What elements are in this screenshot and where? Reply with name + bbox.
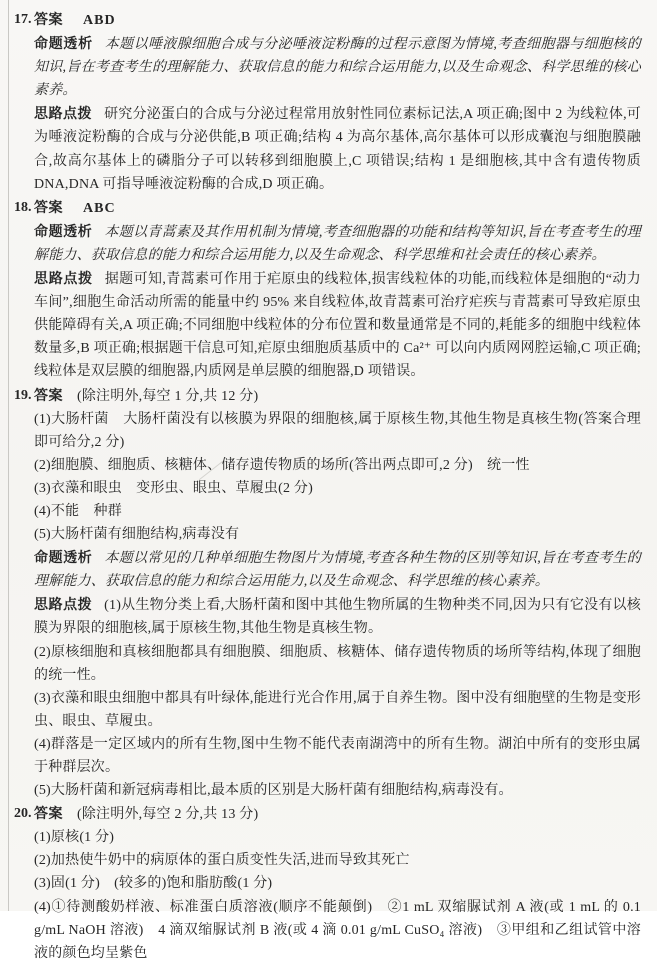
silu-label: 思路点拨: [34, 270, 93, 287]
sub-answer-line: (1)大肠杆菌 大肠杆菌没有以核膜为界限的细胞核,属于原核生物,其他生物是真核生物(答案合理即可给分,2 分): [34, 411, 641, 450]
answer-line: [14, 8, 641, 32]
answer-note: (除注明外,每空 2 分,共 13 分): [77, 807, 259, 823]
answer-label: 答案: [34, 11, 63, 27]
page-edge-line: [8, 0, 9, 911]
silu-section: [34, 593, 641, 640]
answer-item-17: [14, 8, 641, 196]
mingti-section: [34, 220, 641, 267]
sub-answer-line: (2)加热使牛奶中的病原体的蛋白质变性失活,进而导致其死亡: [34, 853, 410, 869]
silu-text: 研究分泌蛋白的合成与分泌过程常用放射性同位素标记法,A 项正确;图中 2 为线粒体,可为唾液淀粉酶的合成与分泌供能,B 项正确;结构 4 为高尔基体,高尔基体可以形成囊泡与细胞膜融合,故高尔基体上的磷脂分子可以转移到细胞膜上,C 项错误;结构 1 是细胞核,其中含有遗传物质 DNA,DNA 可指导唾液淀粉酶的合成,D 项正确。: [34, 107, 641, 192]
answer-item-18: [14, 196, 642, 384]
answer-line: [14, 802, 641, 826]
answer-note: (除注明外,每空 1 分,共 12 分): [77, 388, 259, 404]
sub-answer-line: (4)不能 种群: [34, 503, 122, 519]
silu-label: 思路点拨: [34, 105, 93, 122]
silu-label: 思路点拨: [34, 596, 93, 613]
answer-item-19: [14, 384, 641, 803]
answer-label: 答案: [34, 198, 63, 215]
answer-value: ABD: [83, 13, 116, 28]
mingti-text: 本题以常见的几种单细胞生物图片为情境,考查各种生物的区别等知识,旨在考查考生的理解能力、获取信息的能力和综合运用能力,以及生命观念、科学思维的核心素养。: [34, 551, 641, 590]
silu-paragraph: (5)大肠杆菌和新冠病毒相比,最本质的区别是大肠杆菌有细胞结构,病毒没有。: [34, 783, 513, 799]
answer-item-20: [14, 802, 641, 965]
item-number: 18.: [14, 199, 32, 215]
item-number: 17.: [14, 12, 32, 27]
mingti-label: 命题透析: [34, 35, 93, 52]
silu-paragraph: (2)原核细胞和真核细胞都具有细胞膜、细胞质、核糖体、储存遗传物质的场所等结构,体现了细胞的统一性。: [34, 644, 641, 683]
mingti-section: [34, 546, 641, 593]
silu-section: [34, 102, 641, 195]
silu-text: 据题可知,青蒿素可作用于疟原虫的线粒体,损害线粒体的功能,而线粒体是细胞的“动力车间”,细胞生命活动所需的能量中约 95% 来自线粒体,故青蒿素可治疗疟疾与青蒿素可导致疟原虫供能障碍有关,A 项正确;不同细胞中线粒体的分布位置和数量通常是不同的,耗能多的细胞中线粒体数量多,B 项正确;根据题干信息可知,疟原虫细胞质基质中的 Ca²⁺ 可以向内质网网腔运输,C 项正确;线粒体是双层膜的细胞器,内质网是单层膜的细胞器,D 项错误。: [34, 272, 642, 380]
sub-answer-line: (5)大肠杆菌有细胞结构,病毒没有: [34, 527, 240, 543]
item-number: 19.: [14, 387, 32, 403]
sub-answer-line: (2)细胞膜、细胞质、核糖体、储存遗传物质的场所(答出两点即可,2 分) 统一性: [34, 457, 530, 473]
item-number: 20.: [14, 806, 32, 822]
sub-answer-line: (1)原核(1 分): [34, 830, 115, 846]
silu-text: (1)从生物分类上看,大肠杆菌和图中其他生物所属的生物种类不同,因为只有它没有以核膜为界限的细胞核,属于原核生物,其他生物是真核生物。: [34, 598, 641, 637]
sub-answer-line: (3)固(1 分) (较多的)饱和脂肪酸(1 分): [34, 876, 273, 892]
mingti-text: 本题以唾液腺细胞合成与分泌唾液淀粉酶的过程示意图为情境,考查细胞器与细胞核的知识,旨在考查考生的理解能力、获取信息的能力和综合运用能力,以及生命观念、科学思维的核心素养。: [34, 37, 641, 99]
page-content: [14, 8, 642, 965]
answer-value: ABC: [83, 200, 116, 216]
sub-answer-line: (4)①待测酸奶样液、标准蛋白质溶液(顺序不能颠倒) ②1 mL 双缩脲试剂 A 液(或 1 mL 的 0.1 g/mL NaOH 溶液) 4 滴双缩脲试剂 B 液(或 4 滴 0.01 g/mL CuSO₄ 溶液) ③甲组和乙组试管中溶液的颜色均呈紫色: [34, 899, 641, 961]
sub-answer-line: (3)衣藻和眼虫 变形虫、眼虫、草履虫(2 分): [34, 480, 313, 496]
silu-section: [34, 267, 641, 383]
silu-paragraph: (3)衣藻和眼虫细胞中都具有叶绿体,能进行光合作用,属于自养生物。图中没有细胞壁的生物是变形虫、眼虫、草履虫。: [34, 690, 641, 729]
answer-label: 答案: [34, 386, 63, 403]
mingti-label: 命题透析: [34, 222, 93, 239]
mingti-section: [34, 32, 641, 102]
mingti-text: 本题以青蒿素及其作用机制为情境,考查细胞器的功能和结构等知识,旨在考查考生的理解能力、获取信息的能力和综合运用能力,以及生命观念、科学思维和社会责任的核心素养。: [34, 224, 641, 263]
silu-paragraph: (4)群落是一定区域内的所有生物,图中生物不能代表南湖湾中的所有生物。湖泊中所有的变形虫属于种群层次。: [34, 736, 641, 775]
answer-line: [14, 196, 641, 220]
answer-line: [14, 384, 641, 408]
answer-label: 答案: [34, 805, 63, 822]
mingti-label: 命题透析: [34, 549, 93, 566]
